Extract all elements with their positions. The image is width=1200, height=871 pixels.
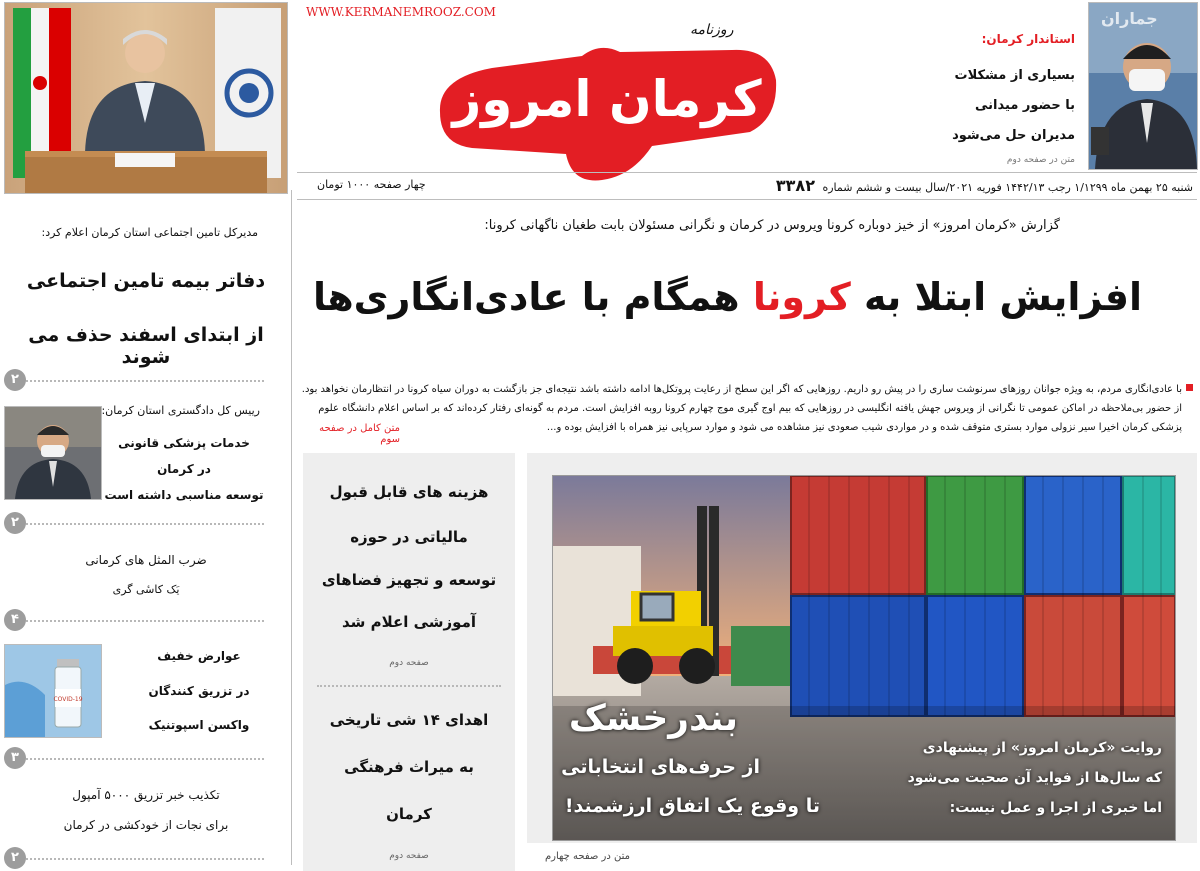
top-teaser-ref: متن در صفحه دوم (1006, 155, 1075, 165)
jamaran-watermark: جماران (1101, 9, 1158, 28)
top-teaser-line2: با حضور میدانی (975, 98, 1075, 113)
top-teaser-line3: مدیران حل می‌شود (952, 128, 1075, 143)
story2-line2: به میراث فرهنگی (344, 758, 474, 776)
sidebar-item2-kicker: رییس کل دادگستری استان کرمان: (101, 404, 260, 417)
page-number-badge: ۴ (4, 609, 26, 631)
issue-number: ۳۳۸۲ (775, 176, 815, 195)
column-rule (291, 190, 292, 865)
story1-line4: آموزشی اعلام شد (341, 613, 477, 631)
sidebar-item4-line2: در تزریق کنندگان (148, 684, 250, 698)
vaccine-vial-image (5, 645, 101, 737)
feature-side-line1: روایت «کرمان امروز» از پیشنهادی (922, 740, 1162, 756)
date-line (776, 176, 1193, 195)
official-at-desk-image (5, 3, 287, 193)
page-number-badge: ۲ (4, 512, 26, 534)
feature-title: بندرخشک (568, 698, 738, 739)
main-body: با عادی‌انگاری مردم، به ویژه جوانان روزهای سرنوشت ساری را در پیش رو داریم. روزهایی که اگر این سطح از رعایت پروتکل‌ها ادامه داشته باشد نتیجه‌ای جز بازگشت به دوران سیاه کرونا در انتظارمان نخواهد بود. از حضور بی‌ملاحظه در اماکن عمومی تا نگرانی از ویروس جهش یافته انگلیسی در روزهایی که بیم اوج گیری موج چهارم کرونا روبه افزایش است. مردم به گونه‌ای رفتار کرده‌اند که بر اساس اعلام دانشگاه علوم پزشکی کرمان اخیرا سیر نزولی موارد بستری متوقف شده و در مواردی شیب صعودی نیز مشاهده می شود و موارد سرپایی نیز همراه با افزایش بوده و... (301, 384, 1182, 433)
top-teaser-kicker: استاندار کرمان: (981, 32, 1075, 46)
feature-side-line2: که سال‌ها از فواید آن صحبت می‌شود (907, 770, 1162, 786)
sidebar-item4-line3: واکسن اسپوتنیک (148, 718, 250, 732)
middle-stories-panel (303, 453, 515, 871)
headline-part1: افزایش ابتلا به (864, 275, 1142, 319)
sidebar-divider (26, 858, 264, 860)
sidebar-lead-title-line1: دفاتر بیمه تامین اجتماعی (26, 270, 266, 292)
sidebar-lead-kicker: مدیرکل تامین اجتماعی استان کرمان اعلام کرد: (41, 226, 258, 239)
story2-ref: صفحه دوم (389, 851, 429, 861)
main-body-ref: متن کامل در صفحه سوم (319, 423, 400, 445)
middle-divider (317, 685, 501, 687)
sidebar-top-photo (4, 2, 288, 194)
story1-line1: هزینه های قابل قبول (329, 483, 489, 501)
sidebar-item2-line2: در کرمان (157, 462, 211, 476)
top-teaser-line1: بسیاری از مشکلات (954, 68, 1075, 83)
website-url: WWW.KERMANEMROOZ.COM (306, 5, 496, 19)
headline-part2: همگام با عادی‌انگاری‌ها (313, 275, 740, 319)
sidebar-divider (26, 523, 264, 525)
left-sidebar (0, 0, 290, 871)
story1-line3: توسعه و تجهیز فضاهای (321, 571, 497, 589)
sidebar-judge-photo (4, 406, 102, 500)
governor-photo (1088, 2, 1198, 170)
sidebar-item5-line1: تکذیب خبر تزریق ۵۰۰۰ آمپول (72, 788, 220, 802)
sidebar-item4-line1: عوارض خفیف (157, 649, 241, 663)
date-bar (297, 172, 1197, 200)
sidebar-item3-sub: یَک کاسٔی گری (112, 583, 180, 596)
page-number-badge: ۲ (4, 847, 26, 869)
story1-ref: صفحه دوم (389, 658, 429, 668)
sidebar-vaccine-photo (4, 644, 102, 738)
main-kicker: گزارش «کرمان امروز» از خیز دوباره کرونا ویروس در کرمان و نگرانی مسئولان بابت طغیان ناگهانی کرونا: (484, 218, 1060, 233)
sidebar-item5-line2: برای نجات از خودکشی در کرمان (63, 818, 229, 832)
feature-sub-line2: تا وقوع یک اتفاق ارزشمند! (564, 795, 820, 817)
feature-side-line3: اما خبری از اجرا و عمل نیست: (949, 800, 1162, 816)
sidebar-item3-title: ضرب المثل های کرمانی (85, 553, 207, 567)
main-headline (313, 275, 1142, 319)
sidebar-divider (26, 620, 264, 622)
sidebar-item2-line1: خدمات پزشکی قانونی (118, 436, 250, 450)
page-number-badge: ۲ (4, 369, 26, 391)
masthead-logo-text: کرمان امروز (452, 70, 762, 128)
headline-red: کرونا (752, 275, 851, 319)
feature-sub-line1: از حرف‌های انتخاباتی (561, 756, 760, 778)
date-text: شنبه ۲۵ بهمن ماه ۱/۱۲۹۹ رجب ۱۴۴۲/۱۳ فوریه ۲۰۲۱/سال بیست و ششم شماره (822, 181, 1193, 194)
page-number-badge: ۳ (4, 747, 26, 769)
judge-portrait-image (5, 407, 101, 499)
masthead-logo (432, 28, 782, 188)
sidebar-divider (26, 380, 264, 382)
story1-line2: مالیاتی در حوزه (350, 528, 468, 546)
sidebar-divider (26, 758, 264, 760)
pages-and-price: چهار صفحه ۱۰۰۰ تومان (317, 178, 426, 191)
sidebar-item2-line3: توسعه مناسبی داشته است (104, 488, 264, 502)
body-marker (1186, 384, 1193, 391)
sidebar-lead-title-line2: از ابتدای اسفند حذف می شوند (28, 324, 264, 368)
vial-label: COVID-19 (53, 696, 83, 703)
roznameh-label: روزنامه (690, 22, 734, 38)
story2-line3: کرمان (386, 805, 432, 823)
feature-photo (552, 475, 1176, 841)
story2-line1: اهدای ۱۴ شی تاریخی (329, 711, 489, 729)
feature-ref: متن در صفحه چهارم (544, 851, 630, 862)
